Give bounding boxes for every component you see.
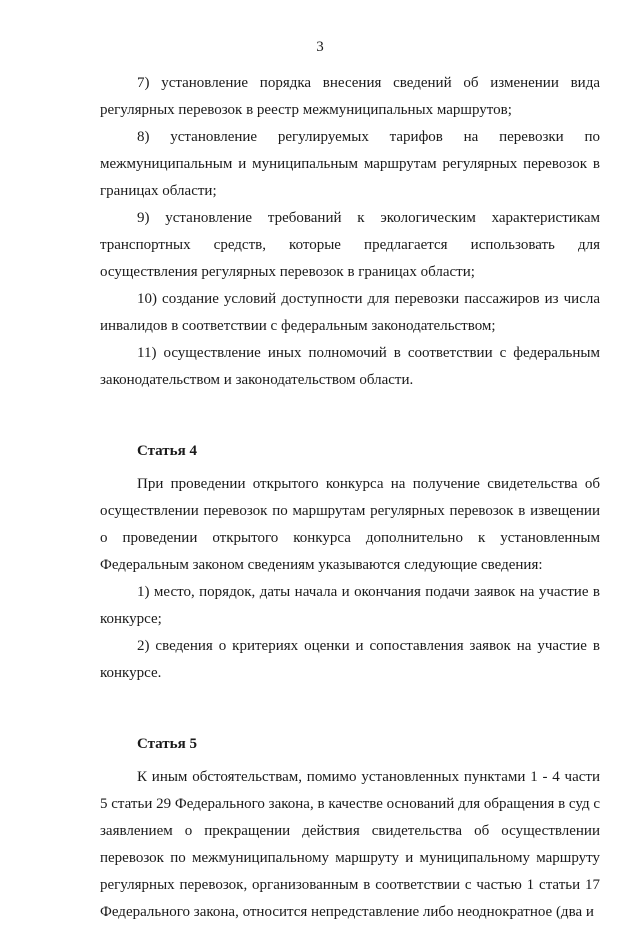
article-5-heading: Статья 5 [137,736,197,752]
paragraph-item-10: 10) создание условий доступности для перевозки пассажиров из числа инвалидов в соответствии с федеральным законодательством; [100,291,600,334]
paragraph-item-9: 9) установление требований к экологическим характеристикам транспортных средств, которые предлагается использовать для осуществления регулярных перевозок в границах области; [100,210,600,280]
paragraph-item-7: 7) установление порядка внесения сведений об изменении вида регулярных перевозок в реестр межмуниципальных маршрутов; [100,75,600,118]
article-4-heading: Статья 4 [137,443,197,459]
article-4-item-1: 1) место, порядок, даты начала и окончания подачи заявок на участие в конкурсе; [100,584,600,627]
article-4-intro: При проведении открытого конкурса на получение свидетельства об осуществлении перевозок по маршрутам регулярных перевозок в извещении о проведении открытого конкурса дополнительно к установленным Федеральным законом сведениям указываются следующие сведения: [100,476,600,573]
paragraph-item-11: 11) осуществление иных полномочий в соответствии с федеральным законодательством и законодательством области. [100,345,600,388]
document-body [100,70,600,926]
paragraph-item-8: 8) установление регулируемых тарифов на перевозки по межмуниципальным и муниципальным маршрутам регулярных перевозок в границах области; [100,129,600,199]
page-number: 3 [316,39,324,55]
article-5-body: К иным обстоятельствам, помимо установленных пунктами 1 - 4 части 5 статьи 29 Федерального закона, в качестве оснований для обращения в суд с заявлением о прекращении действия свидетельства об осуществлении перевозок по межмуниципальному маршруту и муниципальному маршруту регулярных перевозок, организованным в соответствии с частью 1 статьи 17 Федерального закона, относится непредставление либо неоднократное (два и [100,769,600,920]
article-4-item-2: 2) сведения о критериях оценки и сопоставления заявок на участие в конкурсе. [100,638,600,681]
